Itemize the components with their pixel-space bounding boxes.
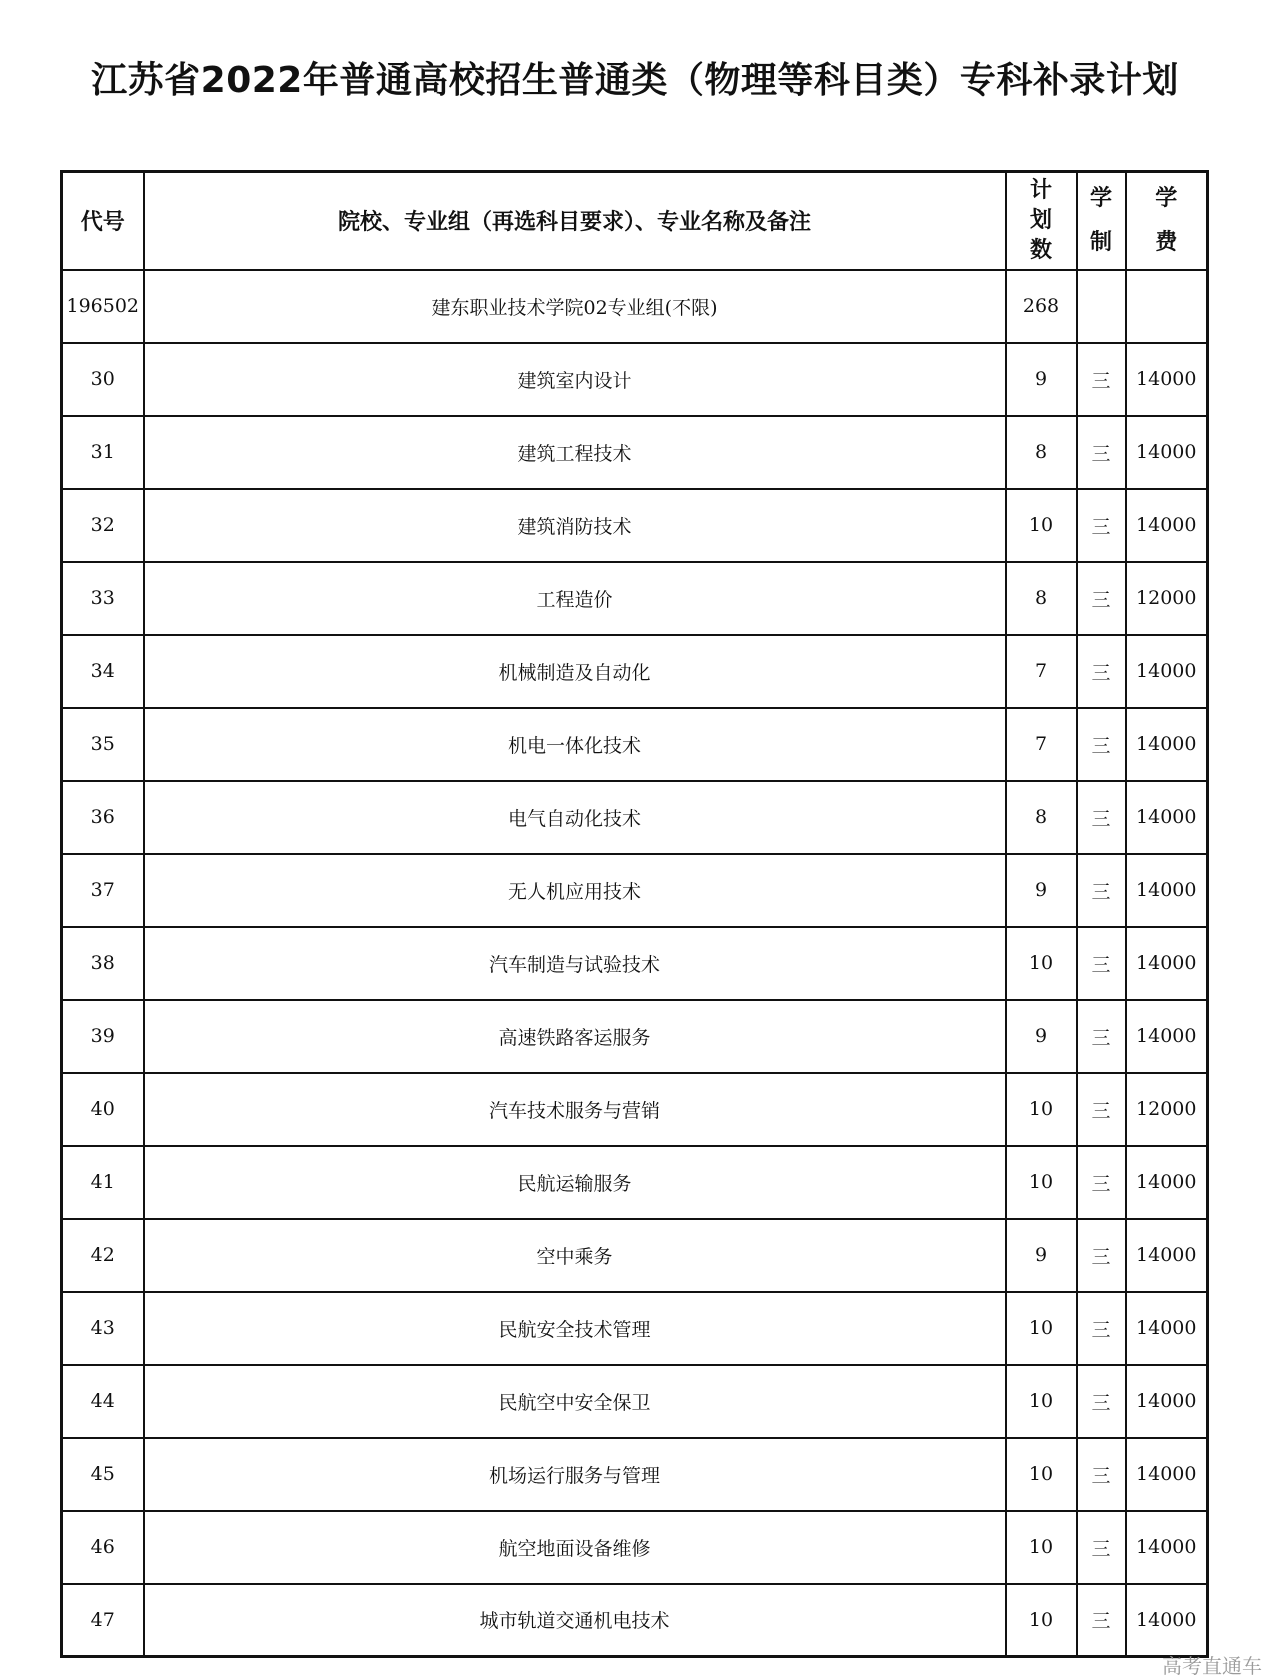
row-fee: 14000 <box>1126 343 1208 416</box>
row-duration: 三 <box>1077 489 1126 562</box>
row-plan-num: 7 <box>1006 635 1077 708</box>
row-duration: 三 <box>1077 1438 1126 1511</box>
table-row <box>62 1511 1208 1584</box>
row-fee: 14000 <box>1126 708 1208 781</box>
row-name: 机电一体化技术 <box>144 708 1006 781</box>
row-code: 46 <box>62 1511 144 1584</box>
row-plan-num: 10 <box>1006 1511 1077 1584</box>
watermark: 高考直通车 <box>1162 1654 1262 1678</box>
row-code: 47 <box>62 1584 144 1657</box>
row-duration: 三 <box>1077 635 1126 708</box>
row-plan-num: 10 <box>1006 1365 1077 1438</box>
row-duration: 三 <box>1077 1146 1126 1219</box>
row-name: 建筑室内设计 <box>144 343 1006 416</box>
row-fee: 14000 <box>1126 635 1208 708</box>
table-row <box>62 1365 1208 1438</box>
row-name: 建筑工程技术 <box>144 416 1006 489</box>
row-plan-num: 10 <box>1006 1146 1077 1219</box>
row-fee: 14000 <box>1126 1438 1208 1511</box>
row-plan-num: 9 <box>1006 343 1077 416</box>
row-name: 无人机应用技术 <box>144 854 1006 927</box>
group-name: 建东职业技术学院02专业组(不限) <box>144 270 1006 343</box>
row-fee: 14000 <box>1126 1511 1208 1584</box>
table-row <box>62 635 1208 708</box>
row-code: 43 <box>62 1292 144 1365</box>
row-code: 38 <box>62 927 144 1000</box>
page-title: 江苏省2022年普通高校招生普通类（物理等科目类）专科补录计划 <box>91 60 1179 101</box>
row-duration: 三 <box>1077 927 1126 1000</box>
row-code: 34 <box>62 635 144 708</box>
group-row <box>62 270 1208 343</box>
row-fee: 14000 <box>1126 927 1208 1000</box>
row-plan-num: 8 <box>1006 781 1077 854</box>
table-row <box>62 1000 1208 1073</box>
row-code: 40 <box>62 1073 144 1146</box>
row-fee: 12000 <box>1126 1073 1208 1146</box>
table-row <box>62 489 1208 562</box>
table-row <box>62 927 1208 1000</box>
row-code: 42 <box>62 1219 144 1292</box>
group-code: 196502 <box>62 270 144 343</box>
table-row <box>62 708 1208 781</box>
row-plan-num: 8 <box>1006 562 1077 635</box>
row-duration: 三 <box>1077 562 1126 635</box>
row-code: 45 <box>62 1438 144 1511</box>
table-row <box>62 1073 1208 1146</box>
row-duration: 三 <box>1077 1292 1126 1365</box>
row-code: 41 <box>62 1146 144 1219</box>
row-name: 高速铁路客运服务 <box>144 1000 1006 1073</box>
row-name: 建筑消防技术 <box>144 489 1006 562</box>
row-duration: 三 <box>1077 1219 1126 1292</box>
table-row <box>62 343 1208 416</box>
row-duration: 三 <box>1077 416 1126 489</box>
table-row <box>62 1146 1208 1219</box>
row-duration: 三 <box>1077 1000 1126 1073</box>
table-header-row <box>62 172 1208 270</box>
header-fee: 学 费 <box>1126 172 1208 270</box>
row-duration: 三 <box>1077 343 1126 416</box>
row-fee: 14000 <box>1126 1365 1208 1438</box>
row-plan-num: 10 <box>1006 1438 1077 1511</box>
row-plan-num: 10 <box>1006 927 1077 1000</box>
row-code: 39 <box>62 1000 144 1073</box>
header-name: 院校、专业组（再选科目要求）、专业名称及备注 <box>144 172 1006 270</box>
row-duration: 三 <box>1077 1073 1126 1146</box>
header-code: 代号 <box>62 172 144 270</box>
group-duration <box>1077 270 1126 343</box>
row-code: 44 <box>62 1365 144 1438</box>
row-fee: 14000 <box>1126 1584 1208 1657</box>
row-name: 民航运输服务 <box>144 1146 1006 1219</box>
row-plan-num: 10 <box>1006 1073 1077 1146</box>
row-name: 机械制造及自动化 <box>144 635 1006 708</box>
row-plan-num: 10 <box>1006 1292 1077 1365</box>
table-row <box>62 781 1208 854</box>
row-fee: 12000 <box>1126 562 1208 635</box>
row-code: 32 <box>62 489 144 562</box>
row-plan-num: 9 <box>1006 854 1077 927</box>
table-row <box>62 1584 1208 1657</box>
table-row <box>62 1219 1208 1292</box>
table-row <box>62 562 1208 635</box>
table-row <box>62 416 1208 489</box>
row-plan-num: 9 <box>1006 1219 1077 1292</box>
row-plan-num: 10 <box>1006 489 1077 562</box>
row-name: 民航安全技术管理 <box>144 1292 1006 1365</box>
row-name: 民航空中安全保卫 <box>144 1365 1006 1438</box>
row-code: 31 <box>62 416 144 489</box>
header-duration: 学 制 <box>1077 172 1126 270</box>
row-duration: 三 <box>1077 708 1126 781</box>
row-name: 工程造价 <box>144 562 1006 635</box>
group-plan-num: 268 <box>1006 270 1077 343</box>
row-fee: 14000 <box>1126 1219 1208 1292</box>
table-row <box>62 1292 1208 1365</box>
row-fee: 14000 <box>1126 854 1208 927</box>
row-fee: 14000 <box>1126 1000 1208 1073</box>
row-duration: 三 <box>1077 854 1126 927</box>
row-fee: 14000 <box>1126 489 1208 562</box>
row-fee: 14000 <box>1126 416 1208 489</box>
group-fee <box>1126 270 1208 343</box>
row-plan-num: 9 <box>1006 1000 1077 1073</box>
table-row <box>62 854 1208 927</box>
row-code: 33 <box>62 562 144 635</box>
row-duration: 三 <box>1077 781 1126 854</box>
row-plan-num: 10 <box>1006 1584 1077 1657</box>
row-fee: 14000 <box>1126 1146 1208 1219</box>
row-name: 汽车技术服务与营销 <box>144 1073 1006 1146</box>
row-duration: 三 <box>1077 1365 1126 1438</box>
row-name: 航空地面设备维修 <box>144 1511 1006 1584</box>
row-duration: 三 <box>1077 1584 1126 1657</box>
row-plan-num: 7 <box>1006 708 1077 781</box>
row-name: 城市轨道交通机电技术 <box>144 1584 1006 1657</box>
row-name: 电气自动化技术 <box>144 781 1006 854</box>
row-fee: 14000 <box>1126 781 1208 854</box>
row-fee: 14000 <box>1126 1292 1208 1365</box>
row-name: 空中乘务 <box>144 1219 1006 1292</box>
row-code: 30 <box>62 343 144 416</box>
table-row <box>62 1438 1208 1511</box>
row-name: 汽车制造与试验技术 <box>144 927 1006 1000</box>
row-name: 机场运行服务与管理 <box>144 1438 1006 1511</box>
header-plan-num: 计 划 数 <box>1006 172 1077 270</box>
enrollment-plan-table <box>60 170 1209 1658</box>
row-duration: 三 <box>1077 1511 1126 1584</box>
row-plan-num: 8 <box>1006 416 1077 489</box>
row-code: 35 <box>62 708 144 781</box>
row-code: 36 <box>62 781 144 854</box>
row-code: 37 <box>62 854 144 927</box>
